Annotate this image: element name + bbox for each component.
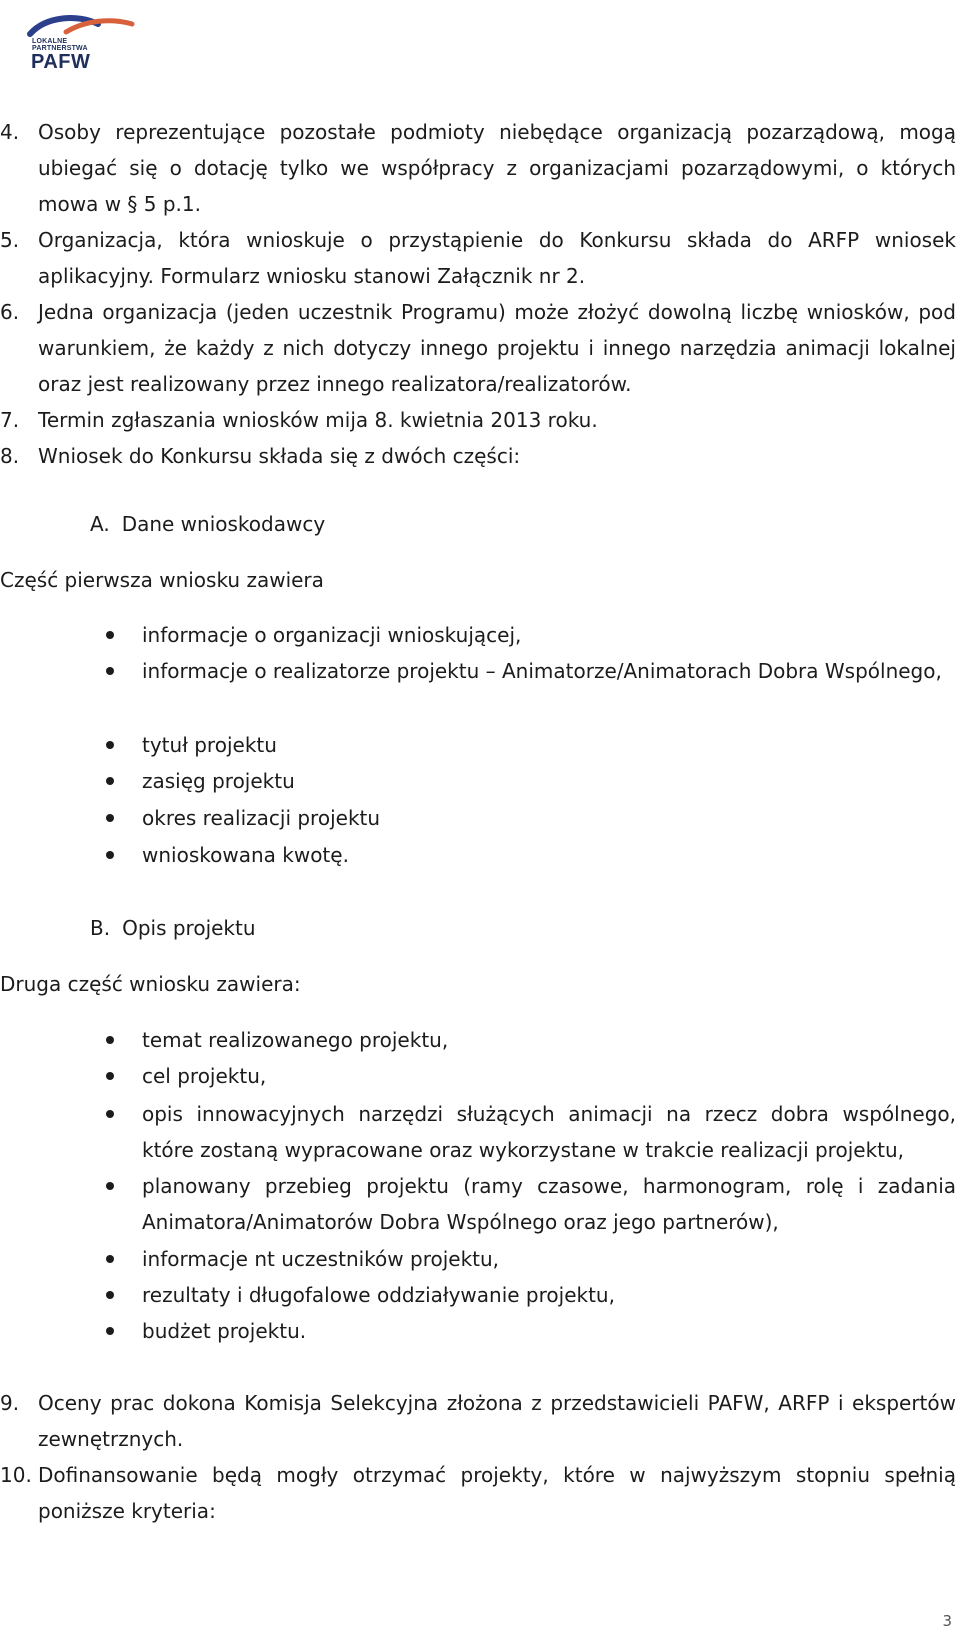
bullet-text: temat realizowanego projektu, (142, 1028, 449, 1052)
item-number: 4. (0, 120, 20, 144)
bullet-item (0, 1241, 956, 1277)
item-number: 6. (0, 300, 20, 324)
bullet-text: zasięg projektu (142, 769, 295, 793)
bullet-text: informacje nt uczestników projektu, (142, 1247, 500, 1271)
section-a-title: Dane wnioskodawcy (121, 512, 326, 536)
list-item (0, 438, 956, 474)
section-a-intro: Część pierwsza wniosku zawiera (0, 568, 324, 592)
bullet-text: informacje o realizatorze projektu – Animatorze/Animatorach Dobra Wspólnego, (142, 659, 942, 683)
list-item (0, 222, 956, 294)
bullet-text: opis innowacyjnych narzędzi służących animacji na rzecz dobra wspólnego, które zostaną wypracowane oraz wykorzystane w trakcie realizacji projektu, (142, 1102, 956, 1162)
bullet-icon (106, 1036, 114, 1044)
item-number: 5. (0, 228, 20, 252)
bullet-icon (106, 851, 114, 859)
bullet-icon (106, 1182, 114, 1190)
bullet-item (0, 1096, 956, 1168)
pafw-logo (26, 12, 138, 74)
bullet-icon (106, 777, 114, 785)
item-text: Oceny prac dokona Komisja Selekcyjna złożona z przedstawicieli PAFW, ARFP i ekspertów zewnętrznych. (38, 1391, 956, 1451)
section-a-heading (90, 506, 325, 542)
list-item (0, 114, 956, 222)
list-item (0, 402, 956, 438)
list-item (0, 1457, 956, 1529)
list-item (0, 1385, 956, 1457)
item-text: Organizacja, która wnioskuje o przystąpienie do Konkursu składa do ARFP wniosek aplikacyjny. Formularz wniosku stanowi Załącznik nr 2. (38, 228, 956, 288)
section-b-intro: Druga część wniosku zawiera: (0, 972, 301, 996)
item-text: Osoby reprezentujące pozostałe podmioty niebędące organizacją pozarządową, mogą ubiegać się o dotację tylko we współpracy z organizacjami pozarządowymi, o których mowa w § 5 p.1. (38, 120, 956, 216)
bullet-icon (106, 741, 114, 749)
item-number: 9. (0, 1391, 20, 1415)
bullet-item (0, 1277, 956, 1313)
item-number: 8. (0, 444, 20, 468)
item-number: 10. (0, 1463, 32, 1487)
bullet-text: informacje o organizacji wnioskującej, (142, 623, 522, 647)
bullet-text: okres realizacji projektu (142, 806, 381, 830)
item-number: 7. (0, 408, 20, 432)
bullet-icon (106, 1110, 114, 1118)
bullet-text: wnioskowana kwotę. (142, 843, 349, 867)
list-item (0, 294, 956, 402)
page-number: 3 (942, 1612, 952, 1630)
bullet-text: planowany przebieg projektu (ramy czasowe, harmonogram, rolę i zadania Animatora/Animatorów Dobra Wspólnego oraz jego partnerów), (142, 1174, 956, 1234)
bullet-item (0, 763, 956, 799)
section-b-title: Opis projektu (122, 916, 256, 940)
bullet-icon (106, 1291, 114, 1299)
logo-text-line1: LOKALNE (32, 38, 68, 45)
logo-text-line2: PARTNERSTWA (32, 45, 88, 52)
bullet-icon (106, 1072, 114, 1080)
bullet-item (0, 1058, 956, 1094)
section-a-letter: A. (90, 512, 110, 536)
bullet-item (0, 1022, 956, 1058)
bullet-item (0, 800, 956, 836)
bullet-item (0, 727, 956, 763)
logo-wordmark: PAFW (31, 51, 91, 73)
bullet-text: tytuł projektu (142, 733, 277, 757)
bullet-text: rezultaty i długofalowe oddziaływanie projektu, (142, 1283, 615, 1307)
section-b-letter: B. (90, 916, 111, 940)
bullet-icon (106, 1255, 114, 1263)
bullet-icon (106, 814, 114, 822)
item-text: Jedna organizacja (jeden uczestnik Programu) może złożyć dowolną liczbę wniosków, pod warunkiem, że każdy z nich dotyczy innego projektu i innego narzędzia animacji lokalnej oraz jest realizowany przez innego realizatora/realizatorów. (38, 300, 956, 396)
bullet-item (0, 1168, 956, 1240)
item-text: Wniosek do Konkursu składa się z dwóch części: (38, 444, 521, 468)
bullet-item (0, 1313, 956, 1349)
bullet-item (0, 617, 956, 653)
bullet-text: cel projektu, (142, 1064, 267, 1088)
item-text: Termin zgłaszania wniosków mija 8. kwietnia 2013 roku. (38, 408, 598, 432)
bullet-item (0, 653, 956, 725)
section-b-heading (90, 910, 256, 946)
item-text: Dofinansowanie będą mogły otrzymać projekty, które w najwyższym stopniu spełnią poniższe kryteria: (38, 1463, 956, 1523)
bullet-text: budżet projektu. (142, 1319, 307, 1343)
bullet-icon (106, 1327, 114, 1335)
bullet-icon (106, 667, 114, 675)
bullet-item (0, 837, 956, 873)
bullet-icon (106, 631, 114, 639)
